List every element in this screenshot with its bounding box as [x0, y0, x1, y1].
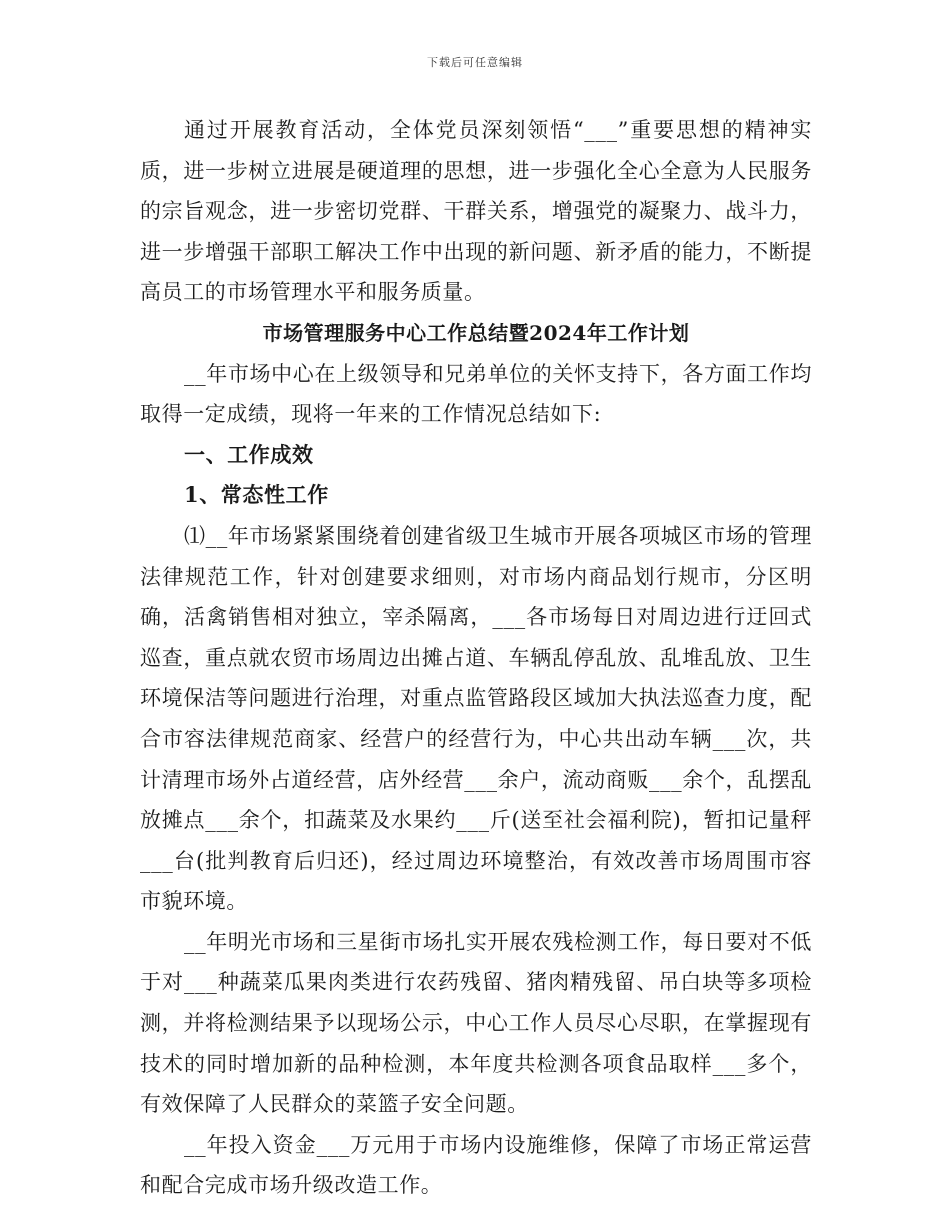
paragraph-facility-investment: __年投入资金___万元用于市场内设施维修，保障了市场正常运营和配合完成市场升级改造工作。 [140, 1132, 812, 1198]
document-title: 市场管理服务中心工作总结暨2024年工作计划 [262, 320, 690, 345]
opening-paragraph: __年市场中心在上级领导和兄弟单位的关怀支持下，各方面工作均取得一定成绩，现将一年来的工作情况总结如下: [140, 361, 812, 427]
header-note: 下载后可任意编辑 [427, 56, 523, 69]
subsection-heading-routine-work: 1、常态性工作 [184, 482, 329, 508]
document-body [140, 110, 812, 1206]
paragraph-market-regulation: ⑴__年市场紧紧围绕着创建省级卫生城市开展各项城区市场的管理法律规范工作，针对创建要求细则，对市场内商品划行规市，分区明确，活禽销售相对独立，宰杀隔离，___各市场每日对周边进行迂回式巡查，重点就农贸市场周边出摊占道、车辆乱停乱放、乱堆乱放、卫生环境保洁等问题进行治理，对重点监管路段区域加大执法巡查力度，配合市容法律规范商家、经营户的经营行为，中心共出动车辆___次，共计清理市场外占道经营，店外经营___余户，流动商贩___余个，乱摆乱放摊点___余个，扣蔬菜及水果约___斤(送至社会福利院)，暂扣记量秤___台(批判教育后归还)，经过周边环境整治，有效改善市场周围市容市貌环境。 [140, 523, 812, 914]
intro-paragraph: 通过开展教育活动，全体党员深刻领悟“___”重要思想的精神实质，进一步树立进展是硬道理的思想，进一步强化全心全意为人民服务的宗旨观念，进一步密切党群、干群关系，增强党的凝聚力、战斗力，进一步增强干部职工解决工作中出现的新问题、新矛盾的能力，不断提高员工的市场管理水平和服务质量。 [140, 118, 812, 305]
section-heading-work-results: 一、工作成效 [184, 441, 314, 467]
paragraph-pesticide-testing: __年明光市场和三星街市场扎实开展农残检测工作，每日要对不低于对___种蔬菜瓜果肉类进行农药残留、猪肉精残留、吊白块等多项检测，并将检测结果予以现场公示，中心工作人员尽心尽职，在掌握现有技术的同时增加新的品种检测，本年度共检测各项食品取样___多个，有效保障了人民群众的菜篮子安全问题。 [140, 929, 812, 1117]
